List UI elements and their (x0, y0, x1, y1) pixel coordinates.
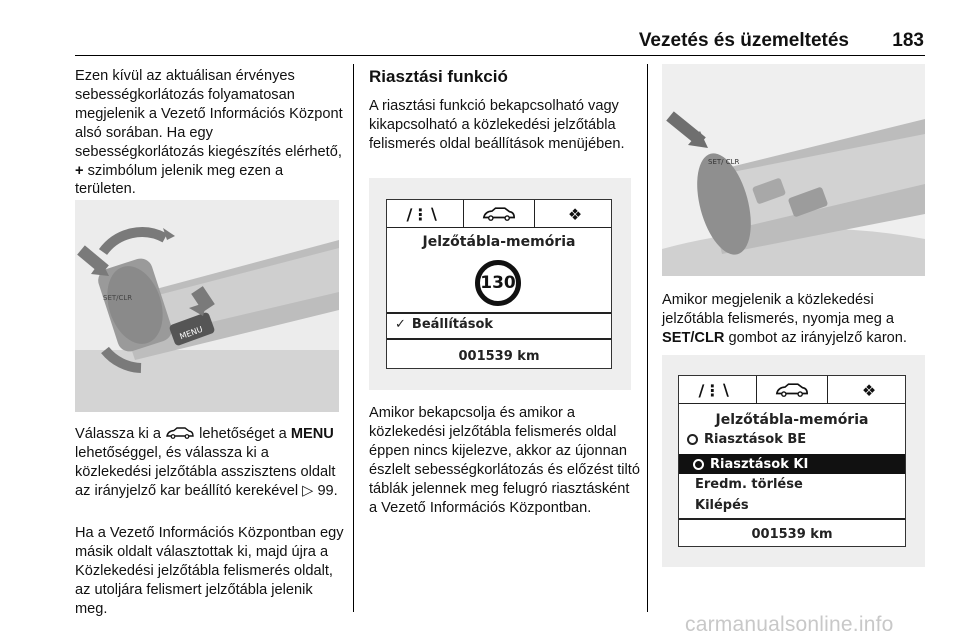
screen2-title: Jelzőtábla-memória (715, 412, 869, 428)
settings-label: Beállítások (411, 317, 494, 332)
tab-car-icon (463, 200, 535, 228)
dic-figure-2 (662, 355, 925, 567)
col1-p2-rest: lehetőséggel, és válassza ki a közlekedési jelzőtábla asszisztens oldalt az irányjelző kar beállító kerekével (75, 444, 336, 499)
col2-paragraph-2: Amikor bekapcsolja és amikor a közlekedési jelzőtábla felismerés oldal éppen nincs kijelezve, akkor az újonnan észlelt sebességkorlátozás és előzést tiltó táblák jelennek meg felugró riasztásként a Vezető Információs Központban. (369, 405, 640, 516)
col1-paragraph-1 (75, 67, 345, 199)
page-header-title: Vezetés és üzemeltetés (638, 30, 849, 51)
tab-lane-icon: ∕⋮∖ (406, 204, 440, 224)
menu-item-label: Kilépés (695, 498, 749, 513)
plus-symbol: + (75, 162, 84, 179)
col1-paragraph-3: Ha a Vezető Információs Központban egy másik oldalt választottak ki, majd újra a Közlekedési jelzőtábla felismerés oldalt, az utoljára felismert jelzőtábla jelenik meg. (75, 525, 344, 617)
column-divider-2 (647, 64, 648, 612)
screen1-title: Jelzőtábla-memória (422, 234, 576, 250)
speed-limit-sign: 130 (475, 260, 521, 306)
col3-p1-tail: gombot az irányjelző karon. (728, 329, 907, 346)
radio-off-icon (687, 434, 698, 445)
radio-on-icon (693, 459, 704, 470)
screen1-rule-2 (387, 338, 611, 340)
screen1-tabs (387, 200, 611, 228)
column-divider-1 (353, 64, 354, 612)
car-icon (165, 427, 195, 439)
dic-figure-1 (369, 178, 631, 390)
tab2-car-icon (756, 376, 828, 404)
set-clr-bold: SET/CLR (662, 329, 725, 346)
watermark: carmanualsonline.info (685, 613, 894, 636)
col1-p2-ref[interactable]: 99. (317, 482, 338, 499)
menu-item-label: Eredm. törlése (695, 477, 803, 492)
set-clr-stalk-label: SET/ CLR (708, 158, 740, 166)
col3-p1-text: Amikor megjelenik a közlekedési jelzőtábla felismerés, nyomja meg a (662, 292, 894, 327)
check-circle-icon: ✓ (395, 317, 406, 332)
menu-item-alerts-on[interactable] (687, 432, 897, 447)
col1-p1-tail: szimbólum jelenik meg ezen a területen. (75, 162, 284, 198)
menu-item-label: Riasztások BE (704, 432, 807, 447)
header-rule (75, 55, 925, 56)
menu-button-label: MENU (178, 324, 204, 342)
screen1-odometer: 001539 km (458, 349, 540, 364)
menu-item-alerts-off[interactable] (679, 454, 905, 474)
col1-paragraph-2 (75, 425, 347, 501)
screen2-odometer: 001539 km (751, 527, 833, 542)
screen1-settings[interactable] (395, 317, 603, 332)
set-clr-stalk-illustration (662, 64, 925, 276)
screen2-rule (679, 518, 905, 520)
menu-bold: MENU (290, 426, 334, 442)
tab2-road-icon: ❖ (861, 380, 877, 400)
col1-p2-mid: lehetőséget a (199, 426, 287, 442)
section-heading: Riasztási funkció (369, 67, 508, 86)
col1-p1-text: Ezen kívül az aktuálisan érvényes sebességkorlátozás folyamatosan megjelenik a Vezető Információs Központ alsó sorában. Ha egy sebességkorlátozás kiegészítés elérhető, (75, 68, 343, 160)
set-clr-label: SET/CLR (103, 294, 133, 302)
page-ref-arrow-icon: ▷ (302, 482, 314, 499)
menu-item-exit[interactable] (687, 498, 897, 513)
menu-item-label: Riasztások KI (710, 456, 809, 472)
screen2-tabs (679, 376, 905, 404)
dic-screen-2 (678, 375, 906, 547)
dic-screen-1 (386, 199, 612, 369)
screen1-rule-1 (387, 312, 611, 314)
turn-signal-stalk-illustration (75, 200, 339, 412)
stalk-photo-2 (662, 64, 925, 276)
col2-paragraph-1: A riasztási funkció bekapcsolható vagy kikapcsolható a közlekedési jelzőtábla felismerés oldal beállítások menüjében. (369, 98, 625, 152)
col3-paragraph-1 (662, 291, 930, 348)
menu-item-clear-results[interactable] (687, 477, 897, 492)
tab2-lane-icon: ∕⋮∖ (698, 380, 732, 400)
tab-road-icon: ❖ (567, 204, 583, 224)
page-number: 183 (892, 30, 924, 51)
col1-p2-start: Válassza ki a (75, 426, 161, 442)
stalk-photo-1 (75, 200, 339, 412)
